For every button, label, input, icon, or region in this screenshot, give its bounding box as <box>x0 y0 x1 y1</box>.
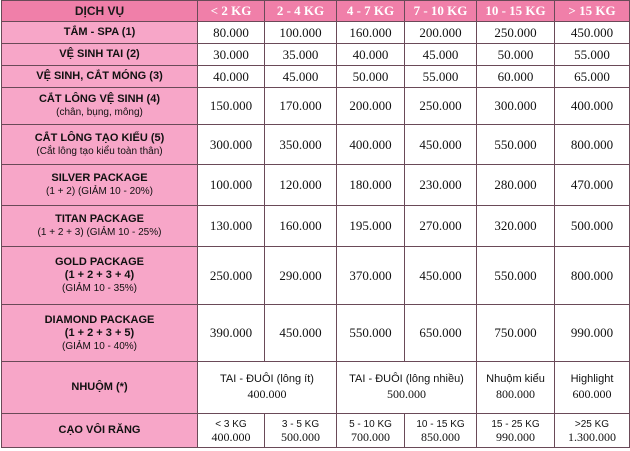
dye-option-price: 600.000 <box>572 387 612 401</box>
price-cell: 650.000 <box>405 305 477 362</box>
price-cell: 300.000 <box>477 88 555 125</box>
service-cell <box>2 305 198 362</box>
price-cell: 800.000 <box>555 125 630 165</box>
price-cell: 250.000 <box>198 247 265 305</box>
service-detail: (Cắt lông tạo kiểu toàn thân) <box>36 145 163 157</box>
teeth-price: 1.300.000 <box>568 429 616 444</box>
service-name: TITAN PACKAGE <box>55 213 144 225</box>
teeth-range: < 3 KG <box>215 418 247 430</box>
price-cell: 350.000 <box>265 125 337 165</box>
price-cell: 45.000 <box>405 44 477 66</box>
teeth-price: 990.000 <box>496 429 535 444</box>
service-cell <box>2 88 198 125</box>
service-name: NHUỘM (*) <box>71 381 128 393</box>
service-name: CẮT LÔNG VỆ SINH (4) <box>38 93 160 105</box>
price-cell: 200.000 <box>405 22 477 44</box>
teeth-price: 400.000 <box>211 429 251 444</box>
service-cell <box>2 362 198 414</box>
price-cell: 800.000 <box>555 247 630 305</box>
service-name: GOLD PACKAGE <box>54 256 145 268</box>
price-cell: 50.000 <box>477 44 555 66</box>
price-cell: 55.000 <box>555 44 630 66</box>
teeth-cell <box>198 414 265 448</box>
price-cell: 35.000 <box>265 44 337 66</box>
table-row <box>2 22 630 44</box>
teeth-cell <box>555 414 630 448</box>
service-name: VỆ SINH, CẮT MÓNG (3) <box>36 70 163 82</box>
dye-option-label: TAI - ĐUÔI (lông nhiều) <box>349 373 464 385</box>
price-cell: 320.000 <box>477 206 555 247</box>
dye-option-price: 400.000 <box>247 387 287 401</box>
service-name: DIAMOND PACKAGE <box>44 313 155 326</box>
teeth-row <box>2 414 630 448</box>
price-cell: 40.000 <box>198 66 265 88</box>
price-cell: 250.000 <box>405 88 477 125</box>
teeth-range: >25 KG <box>574 418 610 430</box>
teeth-cell <box>337 414 405 448</box>
header-weight-4: 7 - 10 KG <box>405 1 477 22</box>
price-cell: 130.000 <box>198 206 265 247</box>
teeth-price: 500.000 <box>281 429 320 444</box>
price-cell: 400.000 <box>555 88 630 125</box>
dye-option-label: TAI - ĐUÔI (lông ít) <box>220 373 314 385</box>
service-detail: (chân, bụng, mông) <box>56 107 143 118</box>
price-cell: 100.000 <box>198 165 265 206</box>
table-row <box>2 247 630 305</box>
price-cell: 470.000 <box>555 165 630 206</box>
service-cell <box>2 206 198 247</box>
price-cell: 180.000 <box>337 165 405 206</box>
price-cell: 370.000 <box>337 247 405 305</box>
header-row <box>2 1 630 22</box>
price-cell: 55.000 <box>405 66 477 88</box>
service-detail: (GIẢM 10 - 40%) <box>61 340 138 352</box>
price-cell: 550.000 <box>337 305 405 362</box>
service-name: CẠO VÔI RĂNG <box>58 424 141 436</box>
price-cell: 30.000 <box>198 44 265 66</box>
header-weight-1: < 2 KG <box>198 1 265 22</box>
price-cell: 170.000 <box>265 88 337 125</box>
teeth-price: 850.000 <box>421 429 460 444</box>
price-cell: 750.000 <box>477 305 555 362</box>
price-cell: 160.000 <box>265 206 337 247</box>
header-weight-3: 4 - 7 KG <box>337 1 405 22</box>
price-cell: 390.000 <box>198 305 265 362</box>
service-name: TẮM - SPA (1) <box>63 26 136 38</box>
header-weight-2: 2 - 4 KG <box>265 1 337 22</box>
table-row <box>2 44 630 66</box>
teeth-cell <box>405 414 477 448</box>
table-row <box>2 165 630 206</box>
price-cell: 200.000 <box>337 88 405 125</box>
price-cell: 60.000 <box>477 66 555 88</box>
price-cell: 45.000 <box>265 66 337 88</box>
service-cell <box>2 125 198 165</box>
dye-option <box>198 362 337 414</box>
price-cell: 250.000 <box>477 22 555 44</box>
price-cell: 290.000 <box>265 247 337 305</box>
price-cell: 450.000 <box>405 247 477 305</box>
price-cell: 160.000 <box>337 22 405 44</box>
price-cell: 550.000 <box>477 247 555 305</box>
table-row <box>2 88 630 125</box>
service-combo: (1 + 2 + 3 + 4) <box>64 269 135 281</box>
table-row <box>2 206 630 247</box>
header-service: DỊCH VỤ <box>2 1 198 22</box>
price-cell: 80.000 <box>198 22 265 44</box>
price-cell: 300.000 <box>198 125 265 165</box>
header-weight-5: 10 - 15 KG <box>477 1 555 22</box>
teeth-range: 10 - 15 KG <box>416 418 465 430</box>
price-cell: 40.000 <box>337 44 405 66</box>
service-name: SILVER PACKAGE <box>51 172 148 184</box>
price-cell: 195.000 <box>337 206 405 247</box>
header-weight-6: > 15 KG <box>555 1 630 22</box>
teeth-cell <box>265 414 337 448</box>
dye-option-label: Nhuộm kiểu <box>486 373 545 385</box>
price-cell: 550.000 <box>477 125 555 165</box>
service-cell <box>2 44 198 66</box>
price-cell: 270.000 <box>405 206 477 247</box>
teeth-range: 3 - 5 KG <box>281 418 320 430</box>
price-cell: 65.000 <box>555 66 630 88</box>
service-name: VỆ SINH TAI (2) <box>59 48 140 60</box>
service-cell <box>2 165 198 206</box>
teeth-range: 5 - 10 KG <box>349 418 392 430</box>
price-cell: 230.000 <box>405 165 477 206</box>
price-cell: 50.000 <box>337 66 405 88</box>
teeth-cell <box>477 414 555 448</box>
table-row <box>2 125 630 165</box>
dye-option-label: Highlight <box>570 373 614 385</box>
price-cell: 990.000 <box>555 305 630 362</box>
price-cell: 450.000 <box>555 22 630 44</box>
table-row <box>2 305 630 362</box>
service-cell <box>2 414 198 448</box>
dye-option-price: 500.000 <box>387 387 426 401</box>
price-table <box>1 0 630 448</box>
service-name: CẮT LÔNG TẠO KIỂU (5) <box>34 131 165 144</box>
dye-option <box>555 362 630 414</box>
teeth-price: 700.000 <box>351 429 390 444</box>
dye-option <box>477 362 555 414</box>
service-detail: (GIẢM 10 - 35%) <box>61 283 138 294</box>
price-cell: 500.000 <box>555 206 630 247</box>
service-cell <box>2 66 198 88</box>
price-cell: 100.000 <box>265 22 337 44</box>
price-cell: 450.000 <box>405 125 477 165</box>
service-detail: (1 + 2) (GIẢM 10 - 20%) <box>46 186 153 197</box>
price-cell: 400.000 <box>337 125 405 165</box>
table-row <box>2 66 630 88</box>
service-detail: (1 + 2 + 3) (GIẢM 10 - 25%) <box>37 227 162 238</box>
price-cell: 450.000 <box>265 305 337 362</box>
price-cell: 120.000 <box>265 165 337 206</box>
service-cell <box>2 247 198 305</box>
price-cell: 280.000 <box>477 165 555 206</box>
dye-option-price: 800.000 <box>496 387 535 401</box>
service-combo: (1 + 2 + 3 + 5) <box>64 326 135 339</box>
teeth-range: 15 - 25 KG <box>491 418 540 430</box>
price-cell: 150.000 <box>198 88 265 125</box>
service-cell <box>2 22 198 44</box>
dye-option <box>337 362 477 414</box>
dye-row <box>2 362 630 414</box>
